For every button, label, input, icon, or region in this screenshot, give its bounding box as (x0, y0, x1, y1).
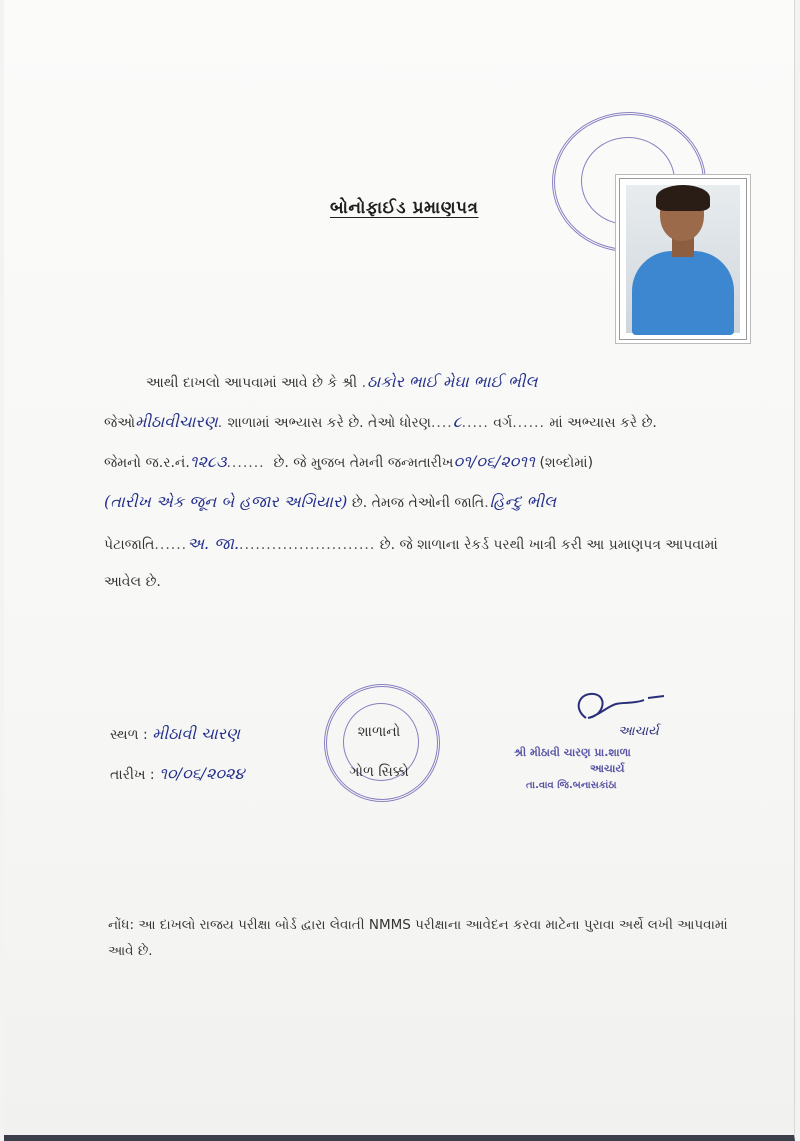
seal-line2: ગોળ સિક્કો (349, 764, 409, 780)
standard: ૮ (452, 412, 462, 431)
date-value: ૧૦/૦૬/૨૦૨૪ (159, 764, 245, 783)
class-label: વર્ગ (493, 415, 513, 431)
gr-number: ૧૨૮૩ (189, 452, 227, 471)
line-gr-number: જેમનો જ.ર.નં.૧૨૮૩....... છે. જે મુજબ તેમની જન્મતારીખ૦૧/૦૬/૨૦૧૧ (શબ્દોમાં) (104, 452, 594, 471)
sub-caste: અ. જા. (187, 534, 240, 553)
line3-suffix: (શબ્દોમાં) (539, 455, 594, 471)
principal-stamp-title: આચાર્ય (590, 762, 625, 775)
seal-line1: શાળાનો (357, 724, 401, 740)
line-closing: આવેલ છે. (104, 574, 161, 590)
student-photo (619, 178, 747, 340)
principal-stamp-line2: તા.વાવ જિ.બનાસકાંઠા (526, 780, 617, 791)
student-name: ઠાકોર ભાઈ મેઘા ભાઈ ભીલ (367, 372, 538, 391)
line2-suffix: માં અભ્યાસ કરે છે. (549, 415, 657, 431)
certificate-paper (4, 0, 795, 1141)
footnote: નોંધ: આ દાખલો રાજય પરીક્ષા બોર્ડ દ્વારા લેવાતી NMMS પરીક્ષાના આવેદન કરવા માટેના પુરાવા અર્થે લખી આપવામાં આવે છે. (108, 917, 728, 959)
certificate-title: બોનોફાઈડ પ્રમાણપત્ર (330, 198, 479, 218)
line3-mid: છે. જે મુજબ તેમની જન્મતારીખ (273, 455, 454, 471)
line2-mid: શાળામાં અભ્યાસ કરે છે. તેઓ ધોરણ (227, 415, 431, 431)
line-sub-caste: પેટાજાતિ......અ. જા.......................... છે. જે શાળાના રેકર્ડ પરથી ખાત્રી કરી આ પ્રમાણપત્ર આપવામાં (104, 534, 718, 553)
signature-title: આચાર્ય (618, 724, 659, 739)
birth-date: ૦૧/૦૬/૨૦૧૧ (453, 452, 535, 471)
line4-mid: છે. તેમજ તેઓની જાતિ (351, 495, 485, 511)
place-label: સ્થળ : (110, 727, 148, 743)
birth-date-words: (તારીખ એક જૂન બે હજાર અગિયાર) (104, 492, 348, 511)
date-row (110, 764, 244, 784)
line-school: જેઓમીઠાવીચારણ. શાળામાં અભ્યાસ કરે છે. તેઓ ધોરણ....૮..... વર્ગ...... માં અભ્યાસ કરે છે. (104, 412, 657, 431)
school-round-seal (324, 684, 440, 802)
line5-prefix: પેટાજાતિ (104, 537, 155, 553)
line3-prefix: જેમનો જ.ર.નં. (104, 455, 190, 471)
line5-suffix: છે. જે શાળાના રેકર્ડ પરથી ખાત્રી કરી આ પ્રમાણપત્ર આપવામાં (379, 537, 718, 553)
school-name: મીઠાવીચારણ (135, 412, 218, 431)
principal-stamp-line1: શ્રી મીઠાવી ચારણ પ્રા.શાળા (514, 746, 631, 759)
line-student-name: આથી દાખલો આપવામાં આવે છે કે શ્રી .ઠાકોર ભાઈ મેઘા ભાઈ ભીલ (146, 372, 538, 391)
place-value: મીઠાવી ચારણ (152, 724, 240, 743)
date-label: તારીખ : (110, 767, 155, 783)
place-row (110, 724, 240, 744)
line2-prefix: જેઓ (104, 415, 136, 431)
caste: હિન્દુ ભીલ (489, 492, 557, 511)
line-birthdate-words: (તારીખ એક જૂન બે હજાર અગિયાર) છે. તેમજ તેઓની જાતિ.હિન્દુ ભીલ (104, 492, 557, 511)
line1-prefix: આથી દાખલો આપવામાં આવે છે કે શ્રી (146, 375, 358, 391)
